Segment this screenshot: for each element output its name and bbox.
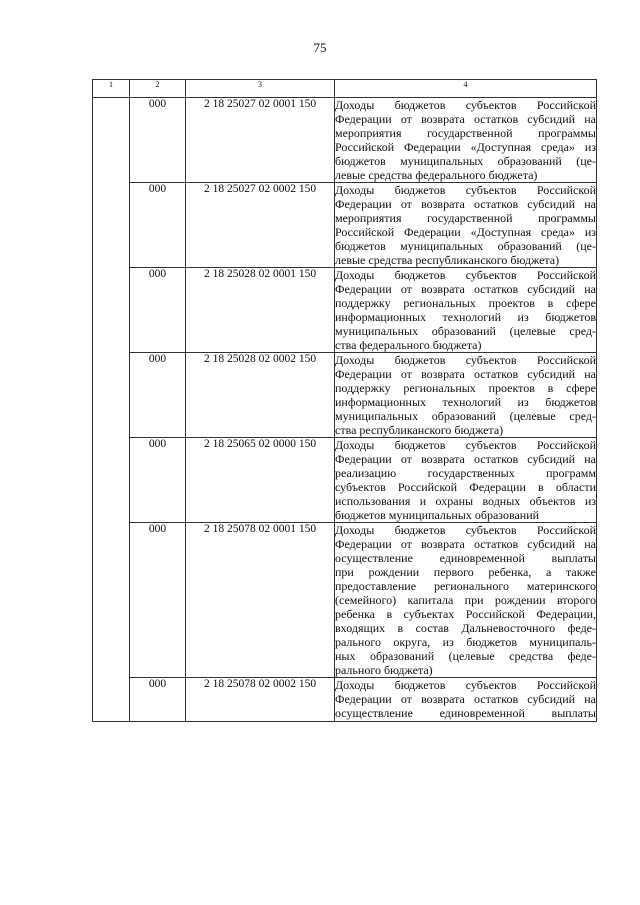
- description-line: информационных технологий из бюджетов: [335, 395, 596, 409]
- table-row: [93, 268, 597, 353]
- revenue-codes-table: [92, 79, 597, 722]
- description-line: поддержку региональных проектов в сфере: [335, 296, 596, 310]
- description-line: бюджетов муниципальных образований (це-: [335, 154, 596, 168]
- description-line: бюджетов муниципальных образований (це-: [335, 239, 596, 253]
- description-line: ства республиканского бюджета): [335, 423, 504, 437]
- admin-code-cell: 000: [130, 183, 186, 268]
- description-line: Доходы бюджетов субъектов Российской: [335, 183, 596, 197]
- description-line: мероприятия государственной программы: [335, 211, 596, 225]
- description-line: Федерации от возврата остатков субсидий на: [335, 282, 596, 296]
- budget-classification-code-cell: 2 18 25027 02 0002 150: [186, 183, 335, 268]
- description-line: муниципальных образований (целевые сред-: [335, 324, 596, 338]
- budget-classification-code-cell: 2 18 25028 02 0001 150: [186, 268, 335, 353]
- table-row: [93, 438, 597, 523]
- description-line: левые средства федерального бюджета): [335, 168, 538, 182]
- description-line: входящих в состав Дальневосточного феде-: [335, 621, 596, 635]
- description-line: Доходы бюджетов субъектов Российской: [335, 98, 596, 112]
- description-line: Федерации от возврата остатков субсидий на: [335, 537, 596, 551]
- description-line: реализацию государственных программ: [335, 466, 596, 480]
- description-line: Федерации от возврата остатков субсидий на: [335, 692, 596, 706]
- budget-classification-code-cell: 2 18 25028 02 0002 150: [186, 353, 335, 438]
- description-line: Доходы бюджетов субъектов Российской: [335, 353, 596, 367]
- description-line: Российской Федерации «Доступная среда» из: [335, 225, 596, 239]
- header-col-2: 2: [130, 80, 186, 98]
- admin-code-cell: 000: [130, 353, 186, 438]
- description-line: поддержку региональных проектов в сфере: [335, 381, 596, 395]
- description-line: ства федерального бюджета): [335, 338, 482, 352]
- description-line: предоставление регионального материнского: [335, 579, 596, 593]
- description-line: субъектов Российской Федерации в области: [335, 480, 596, 494]
- revenue-description-cell: [335, 268, 597, 353]
- table-row: [93, 353, 597, 438]
- description-line: ных образований (целевые средства феде-: [335, 649, 596, 663]
- description-line: информационных технологий из бюджетов: [335, 310, 596, 324]
- table-row: [93, 183, 597, 268]
- description-line: Доходы бюджетов субъектов Российской: [335, 678, 596, 692]
- revenue-description-cell: [335, 98, 597, 183]
- description-line: при рождении первого ребенка, а также: [335, 565, 596, 579]
- description-line: бюджетов муниципальных образований: [335, 508, 540, 522]
- description-line: Доходы бюджетов субъектов Российской: [335, 523, 596, 537]
- budget-classification-code-cell: 2 18 25078 02 0001 150: [186, 523, 335, 678]
- budget-classification-code-cell: 2 18 25027 02 0001 150: [186, 98, 335, 183]
- description-line: Федерации от возврата остатков субсидий на: [335, 452, 596, 466]
- description-line: осуществление единовременной выплаты: [335, 706, 596, 720]
- header-col-1: 1: [93, 80, 130, 98]
- description-line: Федерации от возврата остатков субсидий на: [335, 197, 596, 211]
- budget-classification-code-cell: 2 18 25065 02 0000 150: [186, 438, 335, 523]
- description-line: Федерации от возврата остатков субсидий на: [335, 112, 596, 126]
- admin-code-cell: 000: [130, 268, 186, 353]
- admin-code-cell: 000: [130, 523, 186, 678]
- description-line: муниципальных образований (целевые сред-: [335, 409, 596, 423]
- description-line: осуществление единовременной выплаты: [335, 551, 596, 565]
- description-line: (семейного) капитала при рождении второго: [335, 593, 596, 607]
- description-line: мероприятия государственной программы: [335, 126, 596, 140]
- description-line: Федерации от возврата остатков субсидий на: [335, 367, 596, 381]
- revenue-description-cell: [335, 183, 597, 268]
- admin-code-cell: 000: [130, 438, 186, 523]
- description-line: ребенка в субъектах Российской Федерации,: [335, 607, 596, 621]
- table-row: [93, 523, 597, 678]
- table-row: [93, 98, 597, 183]
- revenue-description-cell: [335, 523, 597, 678]
- description-line: Доходы бюджетов субъектов Российской: [335, 268, 596, 282]
- table-header-row: [93, 80, 597, 98]
- revenue-description-cell: [335, 678, 597, 722]
- revenue-description-cell: [335, 438, 597, 523]
- header-col-4: 4: [335, 80, 597, 98]
- description-line: рального бюджета): [335, 663, 433, 677]
- description-line: левые средства республиканского бюджета): [335, 253, 560, 267]
- table-row: [93, 678, 597, 722]
- admin-code-cell: 000: [130, 678, 186, 722]
- table-body: [93, 98, 597, 722]
- revenue-description-cell: [335, 353, 597, 438]
- budget-classification-code-cell: 2 18 25078 02 0002 150: [186, 678, 335, 722]
- description-line: Российской Федерации «Доступная среда» из: [335, 140, 596, 154]
- header-col-3: 3: [186, 80, 335, 98]
- column-1-merged-cell: [93, 98, 130, 722]
- page-number: 75: [313, 40, 327, 55]
- description-line: Доходы бюджетов субъектов Российской: [335, 438, 596, 452]
- admin-code-cell: 000: [130, 98, 186, 183]
- description-line: рального округа, из бюджетов муниципаль-: [335, 635, 596, 649]
- description-line: использования и охраны водных объектов из: [335, 494, 596, 508]
